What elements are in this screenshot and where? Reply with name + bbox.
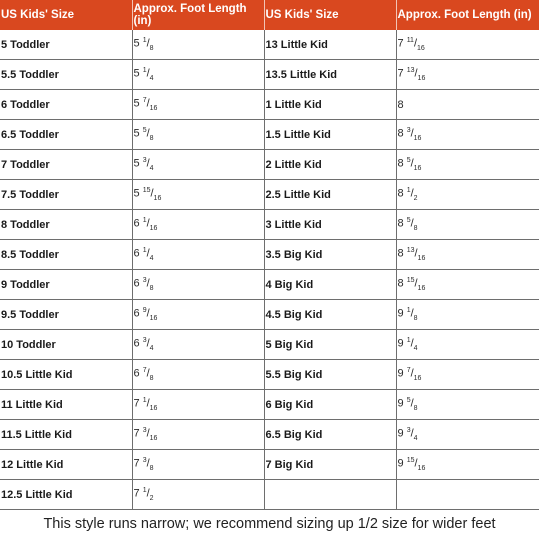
size-cell: 5.5 Big Kid [264,360,396,390]
fraction-slash: / [146,337,150,350]
fraction-slash: / [146,217,150,230]
size-cell: 7.5 Toddler [0,180,132,210]
length-whole: 8 [397,187,404,200]
length-numerator: 7 [406,367,411,375]
foot-length-cell [396,270,539,300]
foot-length-cell [132,180,264,210]
length-numerator: 11 [406,37,414,45]
size-cell: 1.5 Little Kid [264,120,396,150]
size-cell: 5.5 Toddler [0,60,132,90]
length-whole: 5 [133,37,140,50]
length-denominator: 16 [417,254,426,262]
foot-length-cell [132,30,264,60]
length-denominator: 4 [413,344,418,352]
length-whole: 7 [133,397,140,410]
length-whole: 9 [397,307,404,320]
foot-length-cell [396,150,539,180]
size-cell: 8 Toddler [0,210,132,240]
foot-length-cell [396,60,539,90]
length-denominator: 8 [413,404,418,412]
length-whole: 5 [133,157,140,170]
length-numerator: 5 [142,127,147,135]
length-numerator: 1 [406,337,411,345]
size-cell: 7 Big Kid [264,450,396,480]
length-denominator: 16 [417,284,426,292]
fraction-slash: / [146,487,150,500]
length-numerator: 15 [406,457,415,465]
length-whole: 6 [133,307,140,320]
table-row [0,300,539,330]
fraction-slash: / [414,247,418,260]
table-row [0,360,539,390]
fraction-slash: / [146,307,150,320]
length-whole: 8 [397,217,404,230]
length-numerator: 3 [142,157,147,165]
size-cell: 7 Toddler [0,150,132,180]
length-numerator: 3 [406,127,411,135]
length-whole: 7 [133,457,140,470]
size-cell: 8.5 Toddler [0,240,132,270]
length-numerator: 7 [142,367,147,375]
length-denominator: 8 [413,224,418,232]
length-denominator: 16 [413,374,422,382]
fraction-slash: / [410,397,414,410]
table-row [0,30,539,60]
length-denominator: 8 [149,284,154,292]
length-denominator: 4 [149,344,154,352]
header-row [0,0,539,30]
table-row [0,390,539,420]
foot-length-cell [132,150,264,180]
foot-length-cell [132,270,264,300]
fraction-slash: / [146,427,150,440]
length-denominator: 2 [413,194,418,202]
foot-length-cell [132,120,264,150]
size-cell: 11 Little Kid [0,390,132,420]
length-denominator: 16 [417,74,426,82]
length-numerator: 1 [142,67,147,75]
size-cell: 4.5 Big Kid [264,300,396,330]
size-cell: 4 Big Kid [264,270,396,300]
length-whole: 5 [133,127,140,140]
length-whole: 9 [397,367,404,380]
length-denominator: 16 [417,44,425,52]
table-row [0,210,539,240]
length-numerator: 1 [406,307,411,315]
length-whole: 7 [133,427,140,440]
size-cell: 10.5 Little Kid [0,360,132,390]
length-denominator: 8 [149,44,154,52]
fraction-slash: / [414,277,418,290]
size-cell: 12.5 Little Kid [0,480,132,510]
length-denominator: 16 [149,434,158,442]
foot-length-cell [132,330,264,360]
length-whole: 6 [133,217,140,230]
fraction-slash: / [410,427,414,440]
length-numerator: 1 [406,187,411,195]
size-cell: 6.5 Toddler [0,120,132,150]
length-denominator: 16 [413,164,422,172]
table-row [0,420,539,450]
table-row [0,270,539,300]
size-cell: 2 Little Kid [264,150,396,180]
fraction-slash: / [146,127,150,140]
length-whole: 7 [397,37,404,50]
foot-length-cell [132,480,264,510]
length-numerator: 15 [142,187,151,195]
length-whole: 8 [397,277,404,290]
length-whole: 6 [133,367,140,380]
foot-length-cell [132,240,264,270]
size-cell: 5 Big Kid [264,330,396,360]
length-denominator: 8 [149,464,154,472]
length-denominator: 4 [149,74,154,82]
foot-length-cell [396,300,539,330]
foot-length-cell [132,420,264,450]
length-whole: 5 [133,97,140,110]
length-numerator: 3 [142,427,147,435]
length-denominator: 4 [149,164,154,172]
length-numerator: 13 [406,247,415,255]
fraction-slash: / [146,37,150,50]
length-denominator: 16 [149,404,158,412]
foot-length-cell [396,210,539,240]
fraction-slash: / [410,187,414,200]
length-denominator: 4 [149,254,154,262]
length-whole: 6 [133,337,140,350]
length-whole: 5 [133,187,140,200]
fraction-slash: / [410,337,414,350]
size-cell: 11.5 Little Kid [0,420,132,450]
size-cell: 9.5 Toddler [0,300,132,330]
length-whole: 9 [397,427,404,440]
size-cell: 9 Toddler [0,270,132,300]
length-denominator: 16 [149,224,158,232]
foot-length-cell [132,210,264,240]
fraction-slash: / [410,307,414,320]
foot-length-cell [396,90,539,120]
length-numerator: 5 [406,157,411,165]
fraction-slash: / [414,67,418,80]
foot-length-cell [396,180,539,210]
size-cell: 10 Toddler [0,330,132,360]
length-denominator: 8 [149,374,154,382]
length-numerator: 1 [142,397,147,405]
fraction-slash: / [146,247,150,260]
length-numerator: 3 [142,337,147,345]
header-foot-length-right: Approx. Foot Length (in) [396,0,539,30]
foot-length-cell [132,300,264,330]
length-numerator: 1 [142,37,147,45]
fraction-slash: / [146,97,150,110]
foot-length-cell [132,90,264,120]
foot-length-cell [132,360,264,390]
foot-length-cell [396,30,539,60]
length-numerator: 3 [142,457,147,465]
table-row [0,180,539,210]
table-row [0,150,539,180]
fraction-slash: / [146,457,150,470]
length-whole: 8 [397,247,404,260]
header-us-kids-size-left: US Kids' Size [0,0,132,30]
fraction-slash: / [146,157,150,170]
header-foot-length-left: Approx. Foot Length (in) [132,0,264,30]
foot-length-cell [396,420,539,450]
header-us-kids-size-right: US Kids' Size [264,0,396,30]
length-whole: 9 [397,457,404,470]
foot-length-cell [396,480,539,510]
fraction-slash: / [410,157,414,170]
length-whole: 8 [397,127,404,140]
table-row [0,240,539,270]
length-numerator: 13 [406,67,415,75]
length-whole: 7 [133,487,140,500]
length-denominator: 16 [149,314,158,322]
length-denominator: 8 [413,314,418,322]
length-whole: 9 [397,337,404,350]
length-numerator: 7 [142,97,147,105]
length-numerator: 3 [142,277,147,285]
table-row [0,330,539,360]
length-whole: 6 [133,247,140,260]
size-cell: 6 Big Kid [264,390,396,420]
table-row [0,60,539,90]
fraction-slash: / [146,277,150,290]
length-numerator: 1 [142,487,147,495]
length-numerator: 5 [406,217,411,225]
length-denominator: 8 [149,134,154,142]
foot-length-cell [396,390,539,420]
foot-length-cell [132,390,264,420]
size-cell: 2.5 Little Kid [264,180,396,210]
length-numerator: 1 [142,217,147,225]
fraction-slash: / [414,457,418,470]
length-denominator: 4 [413,434,418,442]
size-cell [264,480,396,510]
length-whole: 8 [397,157,404,170]
table-row [0,120,539,150]
fit-note: This style runs narrow; we recommend sizing up 1/2 size for wider feet [43,516,496,532]
size-cell: 13.5 Little Kid [264,60,396,90]
length-denominator: 16 [149,104,158,112]
size-cell: 13 Little Kid [264,30,396,60]
table-row [0,480,539,510]
length-numerator: 5 [406,397,411,405]
foot-length-cell [132,450,264,480]
fraction-slash: / [413,37,418,50]
foot-length-cell [396,330,539,360]
length-whole: 7 [397,67,404,80]
length-numerator: 9 [142,307,147,315]
length-whole: 8 [397,98,404,111]
fraction-slash: / [146,67,150,80]
length-denominator: 16 [417,464,426,472]
length-denominator: 16 [153,194,162,202]
foot-length-cell [396,360,539,390]
size-table-body [0,30,539,510]
length-whole: 9 [397,397,404,410]
length-denominator: 2 [149,494,154,502]
length-numerator: 1 [142,247,147,255]
fraction-slash: / [146,367,150,380]
length-denominator: 16 [413,134,422,142]
length-whole: 5 [133,67,140,80]
size-cell: 1 Little Kid [264,90,396,120]
table-row [0,90,539,120]
fraction-slash: / [146,397,150,410]
size-cell: 3 Little Kid [264,210,396,240]
size-cell: 3.5 Big Kid [264,240,396,270]
size-cell: 6.5 Big Kid [264,420,396,450]
table-row [0,450,539,480]
foot-length-cell [396,450,539,480]
fraction-slash: / [410,367,414,380]
size-cell: 6 Toddler [0,90,132,120]
foot-length-cell [132,60,264,90]
fraction-slash: / [410,127,414,140]
fraction-slash: / [410,217,414,230]
foot-length-cell [396,240,539,270]
size-cell: 5 Toddler [0,30,132,60]
foot-length-cell [396,120,539,150]
length-numerator: 15 [406,277,415,285]
fraction-slash: / [150,187,154,200]
size-cell: 12 Little Kid [0,450,132,480]
length-numerator: 3 [406,427,411,435]
length-whole: 6 [133,277,140,290]
